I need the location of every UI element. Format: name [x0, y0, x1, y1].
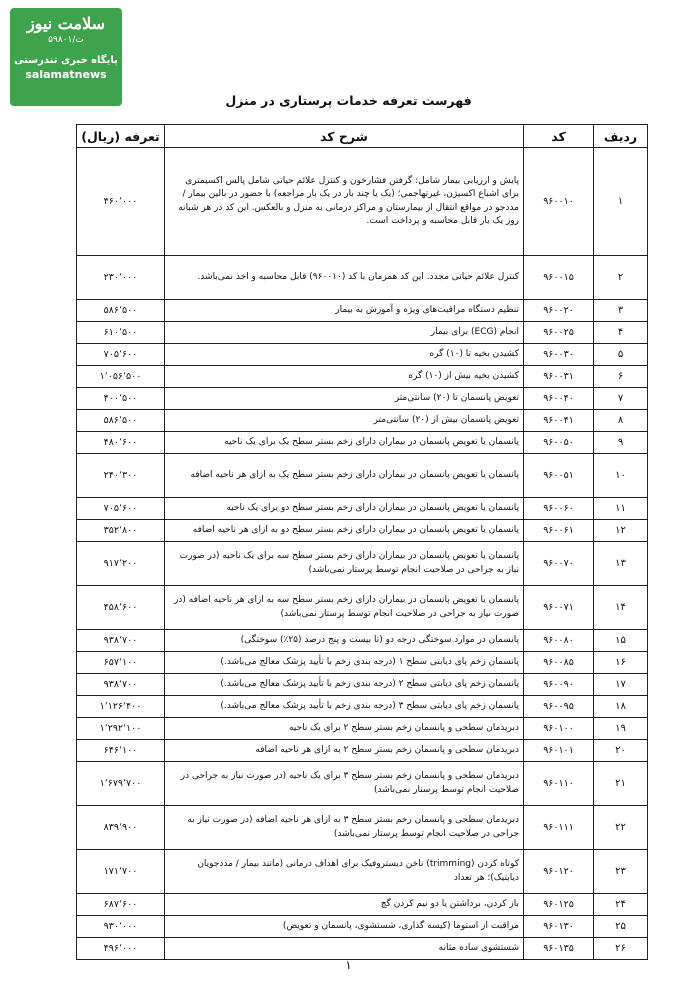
logo-tagline: پایگاه خبری تندرستی	[14, 55, 118, 66]
cell-code: ۹۶۰۰۲۰	[524, 300, 594, 322]
cell-row-number: ۴	[594, 322, 648, 344]
cell-row-number: ۱۹	[594, 718, 648, 740]
cell-row-number: ۲۰	[594, 740, 648, 762]
table-row	[77, 148, 648, 256]
cell-price: ۶۵۷٬۱۰۰	[77, 652, 165, 674]
cell-row-number: ۳	[594, 300, 648, 322]
cell-description: پانسمان زخم پای دیابتی سطح ۱ (درجه بندی زخم با تأیید پزشک معالج می‌باشد.)	[165, 652, 524, 674]
cell-row-number: ۱۴	[594, 586, 648, 630]
cell-code: ۹۶۰۰۱۰	[524, 148, 594, 256]
cell-price: ۱٬۶۷۹٬۷۰۰	[77, 762, 165, 806]
cell-description: پانسمان یا تعویض پانسمان در بیماران دارای زخم بستر سطح سه به ازای هر ناحیه اضافه (در صورت نیاز به جراحی در صلاحیت انجام توسط پرستار نمی‌باشد)	[165, 586, 524, 630]
cell-description: دبریدمان سطحی و پانسمان زخم بستر سطح ۳ برای یک ناحیه (در صورت نیاز به جراحی در صلاحیت انجام توسط پرستار نمی‌باشد)	[165, 762, 524, 806]
cell-price: ۲۳۰٬۰۰۰	[77, 256, 165, 300]
cell-code: ۹۶۰۱۰۱	[524, 740, 594, 762]
table-row	[77, 366, 648, 388]
table-row	[77, 542, 648, 586]
cell-code: ۹۶۰۰۸۰	[524, 630, 594, 652]
cell-description: کشیدن بخیه تا (۱۰) گره	[165, 344, 524, 366]
cell-code: ۹۶۰۱۱۰	[524, 762, 594, 806]
cell-code: ۹۶۰۰۳۱	[524, 366, 594, 388]
cell-description: پانسمان یا تعویض پانسمان در بیماران دارای زخم بستر سطح یک برای یک ناحیه	[165, 432, 524, 454]
table-row	[77, 300, 648, 322]
page-title: فهرست تعرفه خدمات پرستاری در منزل	[225, 93, 472, 108]
cell-price: ۹۳۸٬۷۰۰	[77, 674, 165, 696]
header-price: تعرفه (ریال)	[77, 125, 165, 148]
cell-row-number: ۹	[594, 432, 648, 454]
cell-description: تعویض پانسمان بیش از (۲۰) سانتی‌متر	[165, 410, 524, 432]
cell-description: پانسمان زخم پای دیابتی سطح ۳ (درجه بندی زخم با تأیید پزشک معالج می‌باشد.)	[165, 696, 524, 718]
cell-price: ۹۳۸٬۷۰۰	[77, 630, 165, 652]
cell-row-number: ۱۸	[594, 696, 648, 718]
cell-row-number: ۱۲	[594, 520, 648, 542]
table-row	[77, 718, 648, 740]
table-row	[77, 894, 648, 916]
cell-price: ۷۰۵٬۶۰۰	[77, 498, 165, 520]
table-row	[77, 850, 648, 894]
tariff-table	[76, 124, 648, 960]
table-row	[77, 498, 648, 520]
table-row	[77, 388, 648, 410]
cell-code: ۹۶۰۰۵۰	[524, 432, 594, 454]
cell-price: ۶۸۷٬۶۰۰	[77, 894, 165, 916]
cell-description: پانسمان یا تعویض پانسمان در بیماران دارای زخم بستر سطح یک به ازای هر ناحیه اضافه	[165, 454, 524, 498]
cell-code: ۹۶۰۰۳۰	[524, 344, 594, 366]
cell-price: ۶۱۰٬۵۰۰	[77, 322, 165, 344]
table-row	[77, 652, 648, 674]
cell-code: ۹۶۰۱۰۰	[524, 718, 594, 740]
cell-price: ۴۸۰٬۶۰۰	[77, 432, 165, 454]
cell-code: ۹۶۰۰۵۱	[524, 454, 594, 498]
cell-description: پانسمان یا تعویض پانسمان در بیماران دارای زخم بستر سطح دو برای یک ناحیه	[165, 498, 524, 520]
cell-code: ۹۶۰۱۳۵	[524, 938, 594, 960]
cell-code: ۹۶۰۱۲۵	[524, 894, 594, 916]
header-code: کد	[524, 125, 594, 148]
logo-site: salamatnews	[25, 68, 107, 81]
table-row	[77, 806, 648, 850]
table-row	[77, 630, 648, 652]
table-row	[77, 762, 648, 806]
table-row	[77, 256, 648, 300]
cell-code: ۹۶۰۰۹۵	[524, 696, 594, 718]
cell-code: ۹۶۰۰۶۰	[524, 498, 594, 520]
cell-row-number: ۲۱	[594, 762, 648, 806]
cell-description: کشیدن بخیه بیش از (۱۰) گره	[165, 366, 524, 388]
cell-code: ۹۶۰۰۴۱	[524, 410, 594, 432]
cell-code: ۹۶۰۰۷۰	[524, 542, 594, 586]
cell-description: شستشوی ساده مثانه	[165, 938, 524, 960]
salamatnews-logo	[10, 8, 122, 106]
cell-row-number: ۱۰	[594, 454, 648, 498]
cell-description: پانسمان یا تعویض پانسمان در بیماران دارای زخم بستر سطح دو به ازای هر ناحیه اضافه	[165, 520, 524, 542]
cell-description: دبریدمان سطحی و پانسمان زخم بستر سطح ۲ به ازای هر ناحیه اضافه	[165, 740, 524, 762]
cell-code: ۹۶۰۱۳۰	[524, 916, 594, 938]
cell-price: ۵۸۶٬۵۰۰	[77, 300, 165, 322]
table-row	[77, 410, 648, 432]
cell-code: ۹۶۰۰۲۵	[524, 322, 594, 344]
cell-description: کوتاه کردن (trimming) ناخن دیستروفیک برای اهداف درمانی (مانند بیمار / مددجویان دیابتیک)؛ هر تعداد	[165, 850, 524, 894]
cell-code: ۹۶۰۰۱۵	[524, 256, 594, 300]
cell-price: ۲۴۰٬۳۰۰	[77, 454, 165, 498]
cell-price: ۶۴۶٬۱۰۰	[77, 740, 165, 762]
header-description: شرح کد	[165, 125, 524, 148]
cell-code: ۹۶۰۰۷۱	[524, 586, 594, 630]
cell-description: باز کردن، برداشتن یا دو نیم کردن گچ	[165, 894, 524, 916]
cell-price: ۴۹۶٬۰۰۰	[77, 938, 165, 960]
cell-price: ۱۷۱٬۷۰۰	[77, 850, 165, 894]
table-header-row	[77, 125, 648, 148]
cell-description: دبریدمان سطحی و پانسمان زخم بستر سطح ۲ برای یک ناحیه	[165, 718, 524, 740]
cell-price: ۹۳۰٬۰۰۰	[77, 916, 165, 938]
cell-row-number: ۵	[594, 344, 648, 366]
cell-code: ۹۶۰۰۹۰	[524, 674, 594, 696]
table-row	[77, 696, 648, 718]
cell-row-number: ۲۳	[594, 850, 648, 894]
table-row	[77, 520, 648, 542]
cell-row-number: ۱۶	[594, 652, 648, 674]
table-row	[77, 344, 648, 366]
cell-row-number: ۲۵	[594, 916, 648, 938]
cell-code: ۹۶۰۰۸۵	[524, 652, 594, 674]
cell-row-number: ۷	[594, 388, 648, 410]
logo-phone: ت/۵۹۸۰۱	[48, 35, 84, 45]
cell-price: ۹۱۷٬۲۰۰	[77, 542, 165, 586]
cell-row-number: ۱۳	[594, 542, 648, 586]
cell-description: پانسمان در موارد سوختگی درجه دو (تا بیست و پنج درصد (۲۵٪) سوختگی)	[165, 630, 524, 652]
cell-code: ۹۶۰۰۴۰	[524, 388, 594, 410]
cell-description: پانسمان یا تعویض پانسمان در بیماران دارای زخم بستر سطح سه برای یک ناحیه (در صورت نیاز به جراحی در صلاحیت انجام توسط پرستار نمی‌باشد)	[165, 542, 524, 586]
cell-description: مراقبت از استوما (کیسه گذاری، شستشوی، پانسمان و تعویض)	[165, 916, 524, 938]
cell-row-number: ۱	[594, 148, 648, 256]
cell-price: ۱٬۲۹۲٬۱۰۰	[77, 718, 165, 740]
cell-price: ۴۶۰٬۰۰۰	[77, 148, 165, 256]
cell-row-number: ۲۶	[594, 938, 648, 960]
header-row-number: ردیف	[594, 125, 648, 148]
cell-price: ۴۰۰٬۵۰۰	[77, 388, 165, 410]
cell-description: کنترل علائم حیاتی مجدد. این کد همزمان با کد (۹۶۰۰۱۰) قابل محاسبه و اخذ نمی‌باشد.	[165, 256, 524, 300]
cell-price: ۴۵۸٬۶۰۰	[77, 586, 165, 630]
table-row	[77, 586, 648, 630]
cell-code: ۹۶۰۰۶۱	[524, 520, 594, 542]
cell-row-number: ۲	[594, 256, 648, 300]
cell-description: پایش و ارزیابی بیمار شامل: گرفتن فشارخون و کنترل علائم حیاتی شامل پالس اکسیمتری برای اشباع اکسیژن، غیرتهاجمی؛ (یک یا چند بار در یک بار مراجعه) با حضور در بالین بیمار / مددجو در مواقع انتقال از بیمارستان و مراکز درمانی به منزل و بالعکس. این کد در هر شبانه روز یک بار قابل محاسبه و پرداخت است.	[165, 148, 524, 256]
cell-price: ۸۳۹٬۹۰۰	[77, 806, 165, 850]
cell-code: ۹۶۰۱۲۰	[524, 850, 594, 894]
cell-row-number: ۱۱	[594, 498, 648, 520]
cell-description: تنظیم دستگاه مراقبت‌های ویژه و آموزش به بیمار	[165, 300, 524, 322]
cell-price: ۳۵۲٬۸۰۰	[77, 520, 165, 542]
cell-price: ۱٬۱۲۶٬۴۰۰	[77, 696, 165, 718]
cell-row-number: ۸	[594, 410, 648, 432]
cell-description: پانسمان زخم پای دیابتی سطح ۲ (درجه بندی زخم با تأیید پزشک معالج می‌باشد.)	[165, 674, 524, 696]
cell-price: ۵۸۶٬۵۰۰	[77, 410, 165, 432]
table-body	[77, 148, 648, 960]
table-row	[77, 916, 648, 938]
cell-row-number: ۱۵	[594, 630, 648, 652]
table-row	[77, 674, 648, 696]
cell-row-number: ۱۷	[594, 674, 648, 696]
cell-row-number: ۲۴	[594, 894, 648, 916]
table-row	[77, 938, 648, 960]
cell-price: ۱٬۰۵۶٬۵۰۰	[77, 366, 165, 388]
cell-row-number: ۲۲	[594, 806, 648, 850]
cell-description: انجام (ECG) برای بیمار	[165, 322, 524, 344]
page-number: ۱	[345, 958, 352, 972]
table-row	[77, 740, 648, 762]
cell-code: ۹۶۰۱۱۱	[524, 806, 594, 850]
logo-brand: سلامت نیوز	[26, 14, 106, 33]
table-row	[77, 454, 648, 498]
cell-description: تعویض پانسمان تا (۲۰) سانتی‌متر	[165, 388, 524, 410]
table-row	[77, 322, 648, 344]
cell-row-number: ۶	[594, 366, 648, 388]
cell-price: ۷۰۵٬۶۰۰	[77, 344, 165, 366]
cell-description: دبریدمان سطحی و پانسمان زخم بستر سطح ۳ به ازای هر ناحیه اضافه (در صورت نیاز به جراحی در صلاحیت انجام توسط پرستار نمی‌باشد)	[165, 806, 524, 850]
table-row	[77, 432, 648, 454]
